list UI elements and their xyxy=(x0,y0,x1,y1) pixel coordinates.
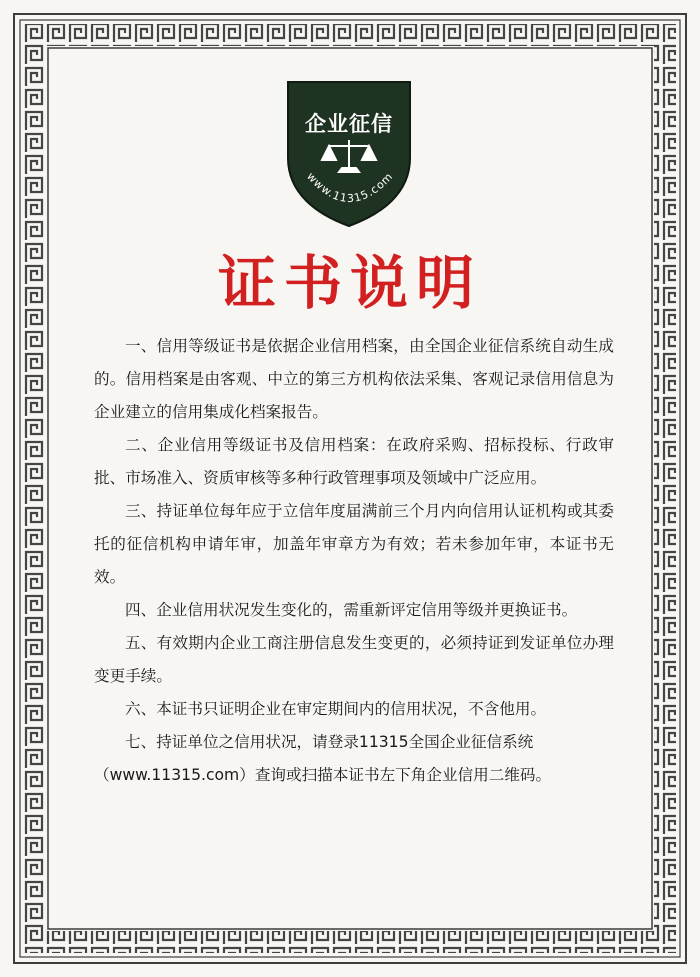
paragraph-7-continued: （www.11315.com）查询或扫描本证书左下角企业信用二维码。 xyxy=(94,766,552,784)
description-body xyxy=(94,330,614,792)
paragraph-1: 一、信用等级证书是依据企业信用档案，由全国企业征信系统自动生成的。信用档案是由客观、中立的第三方机构依法采集、客观记录信用信息为企业建立的信用集成化档案报告。 xyxy=(94,337,614,421)
paragraph-2: 二、企业信用等级证书及信用档案：在政府采购、招标投标、行政审批、市场准入、资质审核等多种行政管理事项及领域中广泛应用。 xyxy=(94,436,614,487)
logo-url: www.11315.com xyxy=(304,169,396,206)
paragraph-5: 五、有效期内企业工商注册信息发生变更的，必须持证到发证单位办理变更手续。 xyxy=(94,634,614,685)
page-title: 证书说明 xyxy=(217,249,482,317)
paragraph-3: 三、持证单位每年应于立信年度届满前三个月内向信用认证机构或其委托的征信机构申请年审，加盖年审章方为有效；若未参加年审，本证书无效。 xyxy=(94,502,614,586)
credit-logo-shield xyxy=(284,78,414,228)
logo-name: 企业征信 xyxy=(305,112,393,136)
paragraph-6: 六、本证书只证明企业在审定期间内的信用状况，不含他用。 xyxy=(125,700,547,718)
paragraph-7: 七、持证单位之信用状况，请登录11315全国企业征信系统 xyxy=(125,733,534,751)
paragraph-4: 四、企业信用状况发生变化的，需重新评定信用等级并更换证书。 xyxy=(125,601,578,619)
